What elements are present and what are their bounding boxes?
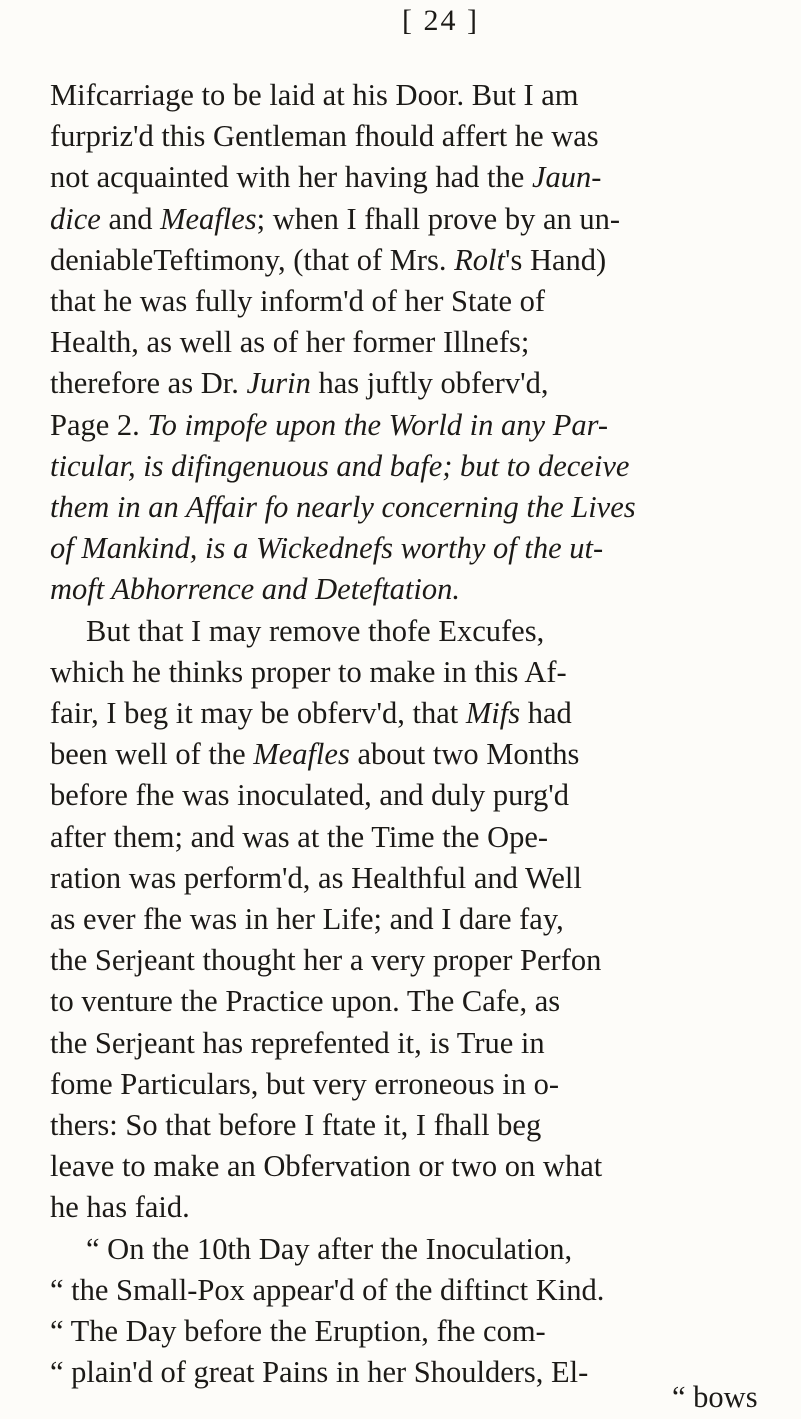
text-line: before fhe was inoculated, and duly purg'd [50, 778, 570, 813]
text-line: Mifcarriage to be laid at his Door. But I am [50, 78, 579, 112]
text-line: been well of the Meafles about two Months [50, 737, 580, 772]
text-line: Page 2. To impofe upon the World in any Par- [50, 407, 608, 442]
text-line: which he thinks proper to make in this Af- [50, 654, 567, 689]
text-line: them in an Affair fo nearly concerning the Lives [50, 490, 636, 524]
text-line: ration was perform'd, as Healthful and Well [50, 860, 582, 895]
text-line: not acquainted with her having had the Jaun- [50, 160, 602, 195]
text-line: thers: So that before I ftate it, I fhall beg [50, 1108, 542, 1142]
text-line: “ the Small-Pox appear'd of the diftinct Kind. [50, 1272, 605, 1307]
text-line: leave to make an Obfervation or two on what [50, 1149, 603, 1184]
text-line: ticular, is difingenuous and bafe; but to deceive [50, 448, 630, 483]
text-line: Health, as well as of her former Illnefs; [50, 325, 530, 360]
text-line: “ plain'd of great Pains in her Shoulders, El- [50, 1355, 589, 1390]
text-line: the Serjeant thought her a very proper Perfon [50, 943, 602, 978]
text-line: the Serjeant has reprefented it, is True in [50, 1025, 545, 1060]
text-line: deniableTeftimony, (that of Mrs. Rolt's Hand) [50, 242, 607, 277]
text-line: as ever fhe was in her Life; and I dare fay, [50, 902, 564, 936]
text-line: fair, I beg it may be obferv'd, that Mifs had [50, 696, 572, 730]
text-line: dice and Meafles; when I fhall prove by an un- [50, 201, 621, 236]
text-line: that he was fully inform'd of her State of [50, 284, 546, 318]
text-line: “ On the 10th Day after the Inoculation, [86, 1231, 573, 1266]
text-line: fome Particulars, but very erroneous in o- [50, 1066, 560, 1101]
text-line: after them; and was at the Time the Ope- [50, 819, 549, 854]
text-line: to venture the Practice upon. The Cafe, as [50, 984, 561, 1019]
text-line: therefore as Dr. Jurin has juftly obferv'd, [50, 366, 549, 401]
page-number: [ 24 ] [402, 4, 479, 37]
text-line: “ The Day before the Eruption, fhe com- [50, 1314, 546, 1348]
text-line: moft Abhorrence and Deteftation. [50, 572, 460, 607]
catchword: “ bows [672, 1380, 758, 1414]
text-line: But that I may remove thofe Excufes, [86, 613, 545, 648]
text-line: of Mankind, is a Wickednefs worthy of the ut- [50, 531, 604, 566]
text-line: he has faid. [50, 1190, 190, 1225]
text-line: furpriz'd this Gentleman fhould affert he was [50, 119, 599, 154]
